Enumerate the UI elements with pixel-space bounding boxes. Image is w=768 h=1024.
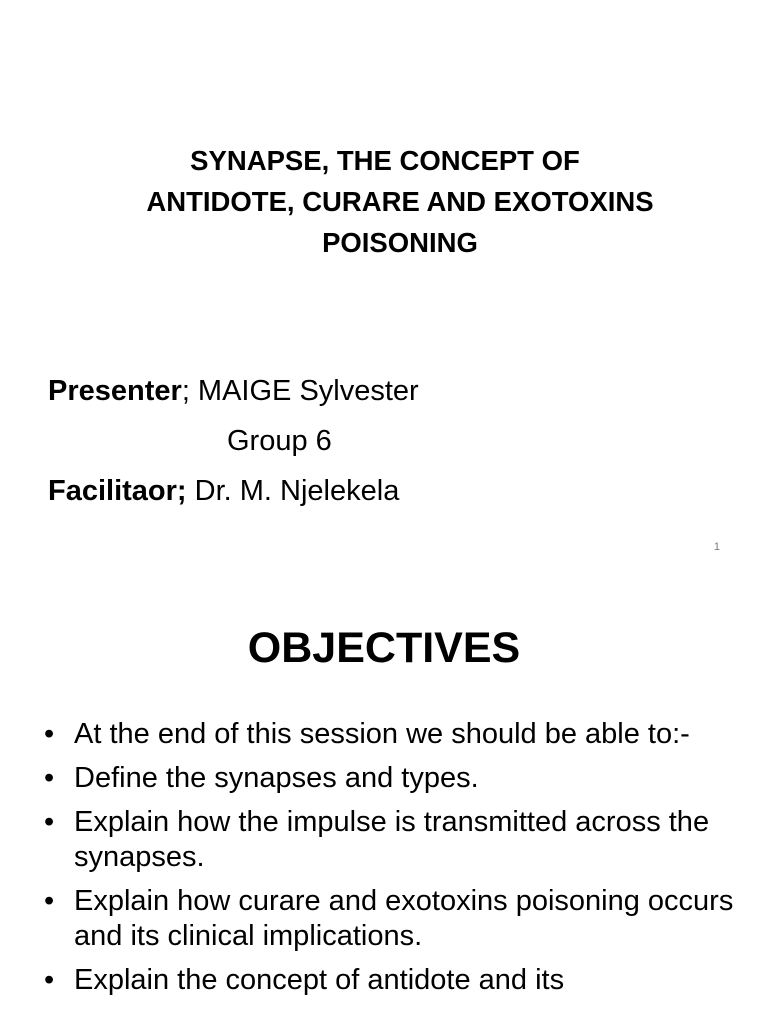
bullet-dot: •	[44, 762, 55, 794]
objectives-heading: OBJECTIVES	[247, 624, 521, 672]
list-item	[0, 805, 764, 875]
presenter-name: MAIGE Sylvester	[189, 375, 419, 407]
facilitator-line	[48, 474, 399, 508]
title-line: POISONING	[322, 227, 478, 258]
bullet-dot: •	[44, 885, 55, 917]
page-number: 1	[713, 541, 720, 553]
bullet-dot: •	[44, 806, 55, 838]
list-item-text: Define the synapses and types.	[74, 762, 479, 794]
bullet-dot: •	[44, 718, 55, 750]
presenter-separator: ;	[181, 375, 190, 407]
facilitator-label: Facilitaor;	[48, 475, 187, 507]
bullet-dot: •	[44, 964, 55, 996]
group-line: Group 6	[227, 425, 332, 457]
list-item-text: At the end of this session we should be able to:-	[74, 718, 690, 750]
presentation-title	[40, 140, 760, 263]
title-line: SYNAPSE, THE CONCEPT OF	[190, 145, 580, 176]
facilitator-name: Dr. M. Njelekela	[186, 475, 400, 507]
title-line: ANTIDOTE, CURARE AND EXOTOXINS	[146, 186, 654, 217]
objectives-list	[0, 717, 768, 1007]
slide-objectives	[0, 575, 768, 1024]
list-item	[0, 761, 764, 796]
list-item-text: Explain the concept of antidote and its	[74, 964, 565, 996]
list-item	[0, 963, 764, 998]
list-item-text: Explain how the impulse is transmitted across the synapses.	[74, 806, 710, 873]
list-item	[0, 884, 764, 954]
presenter-label: Presenter	[48, 375, 182, 407]
list-item	[0, 717, 764, 752]
presenter-line	[48, 374, 419, 408]
list-item-text: Explain how curare and exotoxins poisoning occurs and its clinical implications.	[74, 885, 734, 952]
